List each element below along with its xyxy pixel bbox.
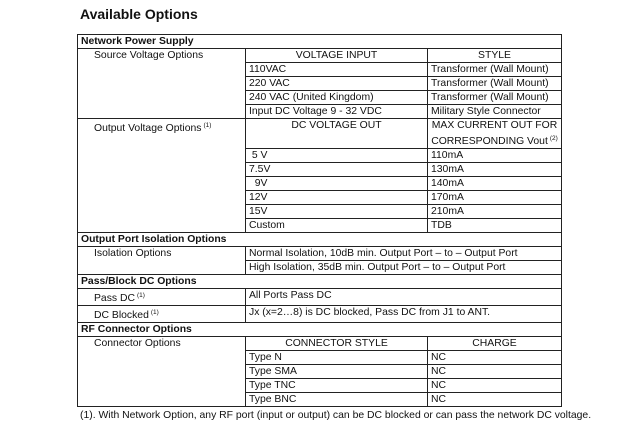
current-cell: 110mA [428,149,562,163]
dc-voltage-cell: 9V [246,177,428,191]
connector-options-label: Connector Options [78,337,246,351]
table-row [78,306,562,323]
table-row [78,163,562,177]
pass-dc-label [78,289,246,306]
dc-blocked-value: Jx (x=2…8) is DC blocked, Pass DC from J1 to ANT. [246,306,562,323]
empty-cell [78,149,246,163]
table-row [78,77,562,91]
empty-cell [78,191,246,205]
empty-cell [78,379,246,393]
table-row [78,177,562,191]
empty-cell [78,365,246,379]
table-row [78,91,562,105]
column-header-charge: CHARGE [428,337,562,351]
pass-dc-value: All Ports Pass DC [246,289,562,306]
table-row [78,261,562,275]
table-row [78,337,562,351]
column-header-voltage-input: VOLTAGE INPUT [246,49,428,63]
section-header-row [78,275,562,289]
empty-cell [78,261,246,275]
empty-cell [78,219,246,233]
current-cell: 140mA [428,177,562,191]
table-row [78,149,562,163]
dc-voltage-cell: 12V [246,191,428,205]
dc-blocked-label-text: DC Blocked [94,310,149,321]
current-cell: 170mA [428,191,562,205]
style-cell: Transformer (Wall Mount) [428,63,562,77]
voltage-input-cell: 240 VAC (United Kingdom) [246,91,428,105]
voltage-input-cell: 110VAC [246,63,428,77]
empty-cell [78,205,246,219]
page-title: Available Options [80,6,198,22]
empty-cell [78,393,246,407]
current-cell: TDB [428,219,562,233]
footnote-marker: (2) [549,135,558,142]
charge-cell: NC [428,393,562,407]
dc-voltage-cell: Custom [246,219,428,233]
empty-cell [78,177,246,191]
footnote-marker: (1) [203,122,212,129]
output-voltage-label-text: Output Voltage Options [94,123,202,134]
section-heading-network-power: Network Power Supply [78,35,562,49]
table-row [78,119,562,149]
connector-style-cell: Type BNC [246,393,428,407]
pass-dc-label-text: Pass DC [94,293,135,304]
options-table [77,34,562,407]
isolation-option-cell: Normal Isolation, 10dB min. Output Port – to – Output Port [246,247,562,261]
section-heading-rf-connector: RF Connector Options [78,323,562,337]
style-cell: Military Style Connector [428,105,562,119]
dc-voltage-cell: 5 V [246,149,428,163]
column-header-style: STYLE [428,49,562,63]
charge-cell: NC [428,351,562,365]
footnote-marker: (1) [137,292,145,299]
dc-voltage-cell: 7.5V [246,163,428,177]
table-row [78,205,562,219]
column-header-connector-style: CONNECTOR STYLE [246,337,428,351]
table-row [78,191,562,205]
voltage-input-cell: 220 VAC [246,77,428,91]
source-voltage-label: Source Voltage Options [78,49,246,63]
section-heading-pass-block: Pass/Block DC Options [78,275,562,289]
table-row [78,393,562,407]
empty-cell [78,163,246,177]
style-cell: Transformer (Wall Mount) [428,91,562,105]
connector-style-cell: Type N [246,351,428,365]
table-row [78,351,562,365]
section-heading-isolation: Output Port Isolation Options [78,233,562,247]
table-row [78,219,562,233]
charge-cell: NC [428,379,562,393]
column-header-max-current [428,119,562,149]
section-header-row [78,233,562,247]
table-row [78,105,562,119]
empty-cell [78,63,246,77]
voltage-input-cell: Input DC Voltage 9 - 32 VDC [246,105,428,119]
table-row [78,289,562,306]
section-header-row [78,323,562,337]
style-cell: Transformer (Wall Mount) [428,77,562,91]
table-row [78,247,562,261]
current-cell: 210mA [428,205,562,219]
footnote-marker: (1) [150,309,159,316]
column-header-dc-voltage-out: DC VOLTAGE OUT [246,119,428,149]
empty-cell [78,77,246,91]
connector-style-cell: Type SMA [246,365,428,379]
empty-cell [78,351,246,365]
max-current-line2: CORRESPONDING Vout [431,136,548,147]
output-voltage-label [78,119,246,149]
empty-cell [78,91,246,105]
table-row [78,63,562,77]
connector-style-cell: Type TNC [246,379,428,393]
table-row [78,49,562,63]
isolation-label: Isolation Options [78,247,246,261]
section-header-row [78,35,562,49]
dc-voltage-cell: 15V [246,205,428,219]
table-row [78,365,562,379]
dc-blocked-label [78,306,246,323]
table-row [78,379,562,393]
charge-cell: NC [428,365,562,379]
empty-cell [78,105,246,119]
isolation-option-cell: High Isolation, 35dB min. Output Port – to – Output Port [246,261,562,275]
max-current-line1: MAX CURRENT OUT FOR [431,120,558,131]
footnote: (1). With Network Option, any RF port (input or output) can be DC blocked or can pass the network DC voltage. [80,410,592,421]
current-cell: 130mA [428,163,562,177]
